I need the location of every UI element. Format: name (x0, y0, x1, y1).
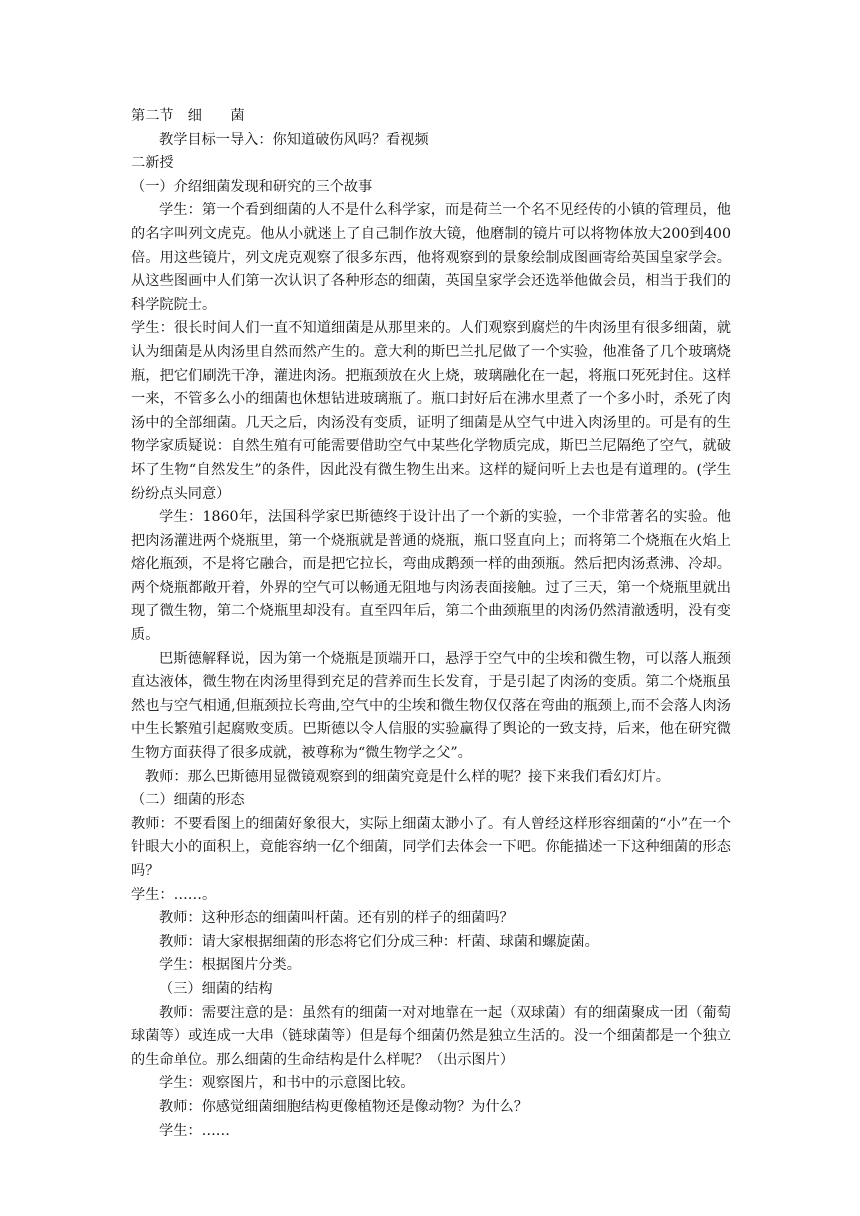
paragraph-student-answer: 学生：……。 (131, 886, 217, 903)
paragraph-teacher-transition: 教师：那么巴斯德用显微镜观察到的细菌究竟是什么样的呢？接下来我们看幻灯片。 (145, 768, 670, 785)
paragraph-leeuwenhoek: 学生：第一个看到细菌的人不是什么科学家，而是荷兰一个名不见经传的小镇的管理员，他的名字叫列文虎克。他从小就迷上了自己制作放大镜，他磨制的镜片可以将物体放大200到400倍。用这些镜片，列文虎克观察了很多东西，他将观察到的景象绘制成图画寄给英国皇家学会。从这些图画中人们第一次认识了各种形态的细菌，英国皇家学会还选举他做会员，相当于我们的科学院院士。 (131, 202, 731, 313)
paragraph-student-observe: 学生：观察图片，和书中的示意图比较。 (159, 1075, 415, 1092)
paragraph-bacteria-size: 教师：不要看图上的细菌好象很大，实际上细菌太渺小了。有人曾经这样形容细菌的“小”在一个针眼大小的面积上，竟能容纳一亿个细菌，同学们去体会一下吧。你能描述一下这种细菌的形态吗？ (131, 815, 731, 879)
new-teaching-heading: 二新授 (131, 155, 174, 172)
paragraph-plant-or-animal: 教师：你感觉细菌细胞结构更像植物还是像动物？为什么？ (159, 1098, 528, 1115)
paragraph-bacteria-structure: 教师：需要注意的是：虽然有的细菌一对对地靠在一起（双球菌）有的细菌聚成一团（葡萄球菌等）或连成一大串（链球菌等）但是每个细菌仍然是独立生活的。没一个细菌都是一个独立的生命单位。那么细菌的生命结构是什么样呢？（出示图片） (131, 1004, 731, 1068)
paragraph-student-classify: 学生：根据图片分类。 (159, 957, 301, 974)
part1-heading: （一）介绍细菌发现和研究的三个故事 (131, 178, 373, 195)
section-title: 第二节 细 菌 (131, 108, 245, 124)
paragraph-bacillus: 教师：这种形态的细菌叫杆菌。还有别的样子的细菌吗？ (159, 910, 514, 927)
paragraph-classification: 教师：请大家根据细菌的形态将它们分成三种：杆菌、球菌和螺旋菌。 (159, 933, 599, 950)
part3-heading: （三）细菌的结构 (159, 980, 273, 997)
document-page (131, 105, 731, 1143)
part2-heading: （二）细菌的形态 (131, 792, 245, 809)
paragraph-pasteur-experiment: 学生：1860年，法国科学家巴斯德终于设计出了一个新的实验，一个非常著名的实验。他把肉汤灌进两个烧瓶里，第一个烧瓶就是普通的烧瓶，瓶口竖直向上；而将第二个烧瓶在火焰上熔化瓶颈，不是将它融合，而是把它拉长，弯曲成鹅颈一样的曲颈瓶。然后把肉汤煮沸、冷却。两个烧瓶都敞开着，外界的空气可以畅通无阻地与肉汤表面接触。过了三天，第一个烧瓶里就出现了微生物，第二个烧瓶里却没有。直至四年后，第二个曲颈瓶里的肉汤仍然清澈透明，没有变质。 (131, 509, 731, 644)
paragraph-pasteur-explanation: 巴斯德解释说，因为第一个烧瓶是顶端开口，悬浮于空气中的尘埃和微生物，可以落人瓶颈直达液体，微生物在肉汤里得到充足的营养而生长发育，于是引起了肉汤的变质。第二个烧瓶虽然也与空气相通,但瓶颈拉长弯曲,空气中的尘埃和微生物仅仅落在弯曲的瓶颈上,而不会落人肉汤中生长繁殖引起腐败变质。巴斯德以令人信服的实验赢得了舆论的一致支持，后来，他在研究微生物方面获得了很多成就，被尊称为“微生物学之父”。 (131, 650, 731, 762)
teaching-objective: 教学目标一导入：你知道破伤风吗？看视频 (159, 131, 429, 148)
paragraph-spallanzani: 学生：很长时间人们一直不知道细菌是从那里来的。人们观察到腐烂的牛肉汤里有很多细菌，就认为细菌是从肉汤里自然而然产生的。意大利的斯巴兰扎尼做了一个实验，他准备了几个玻璃烧瓶，把它们刷洗干净，灌进肉汤。把瓶颈放在火上烧，玻璃融化在一起，将瓶口死死封住。这样一来，不管多么小的细菌也休想钻进玻璃瓶了。瓶口封好后在沸水里煮了一个多小时，杀死了肉汤中的全部细菌。几天之后，肉汤没有变质，证明了细菌是从空气中进入肉汤里的。可是有的生物学家质疑说：自然生殖有可能需要借助空气中某些化学物质完成，斯巴兰尼隔绝了空气，就破坏了生物“自然发生”的条件，因此没有微生物生出来。这样的疑问听上去也是有道理的。(学生纷纷点头同意） (131, 320, 731, 502)
paragraph-student-final: 学生：…… (159, 1122, 230, 1139)
